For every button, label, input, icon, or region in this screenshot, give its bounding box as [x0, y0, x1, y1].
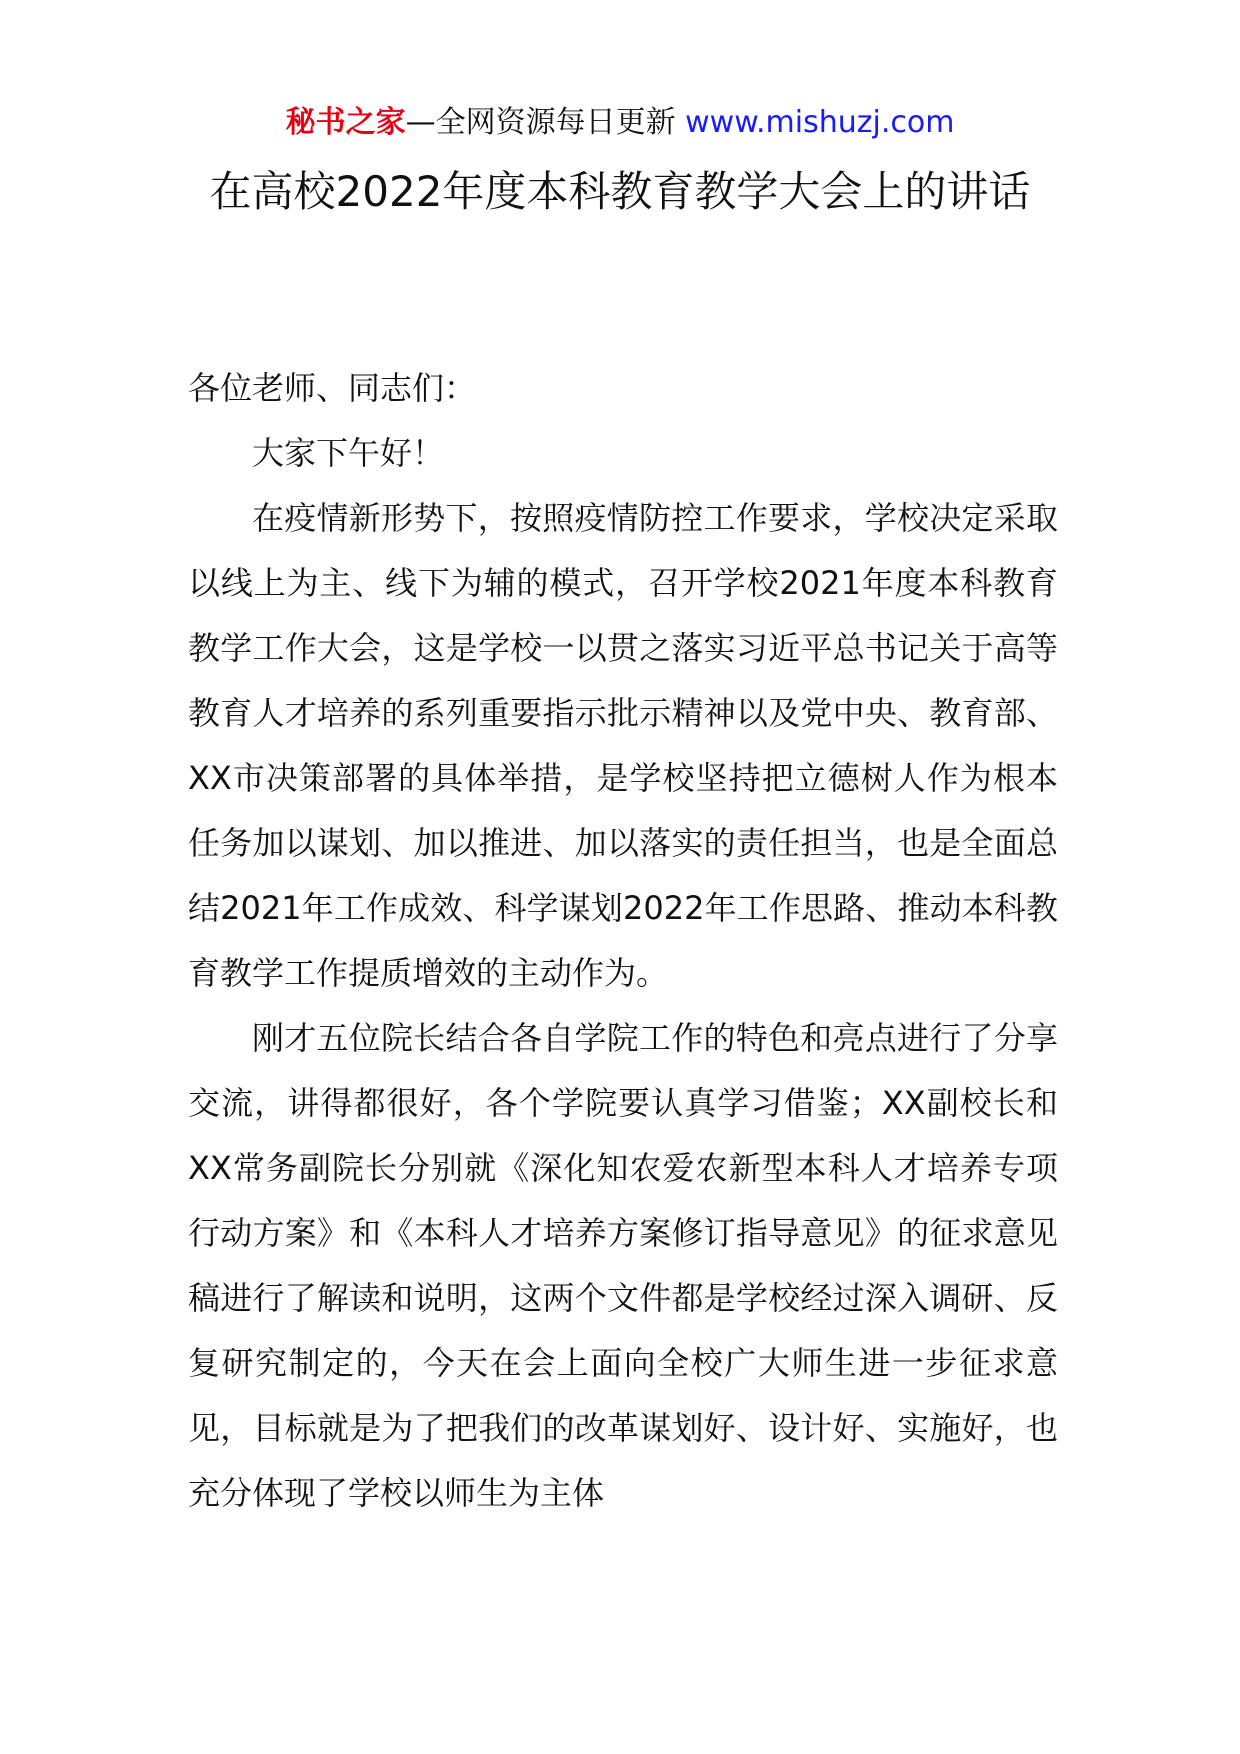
watermark-header — [0, 103, 1240, 143]
document-title: 在高校2022年度本科教育教学大会上的讲话 — [209, 167, 1031, 216]
salutation: 各位老师、同志们： — [188, 369, 477, 407]
header-tagline: —全网资源每日更新 — [405, 105, 686, 140]
paragraph-greeting: 大家下午好！ — [252, 434, 445, 472]
paragraph-intro: 在疫情新形势下，按照疫情防控工作要求，学校决定采取以线上为主、线下为辅的模式，召开学校2021年度本科教育教学工作大会，这是学校一以贯之落实习近平总书记关于高等教育人才培养的系列重要指示批示精神以及党中央、教育部、XX市决策部署的具体举措，是学校坚持把立德树人作为根本任务加以谋划、加以推进、加以落实的责任担当，也是全面总结2021年工作成效、科学谋划2022年工作思路、推动本科教育教学工作提质增效的主动作为。 — [188, 499, 1058, 992]
brand-name: 秘书之家 — [285, 105, 406, 140]
site-url: www.mishuzj.com — [685, 105, 955, 140]
paragraph-exchange: 刚才五位院长结合各自学院工作的特色和亮点进行了分享交流，讲得都很好，各个学院要认真学习借鉴；XX副校长和XX常务副院长分别就《深化知农爱农新型本科人才培养专项行动方案》和《本科人才培养方案修订指导意见》的征求意见稿进行了解读和说明，这两个文件都是学校经过深入调研、反复研究制定的，今天在会上面向全校广大师生进一步征求意见，目标就是为了把我们的改革谋划好、设计好、实施好，也充分体现了学校以师生为主体 — [188, 1019, 1058, 1512]
document-body — [188, 356, 1058, 1526]
